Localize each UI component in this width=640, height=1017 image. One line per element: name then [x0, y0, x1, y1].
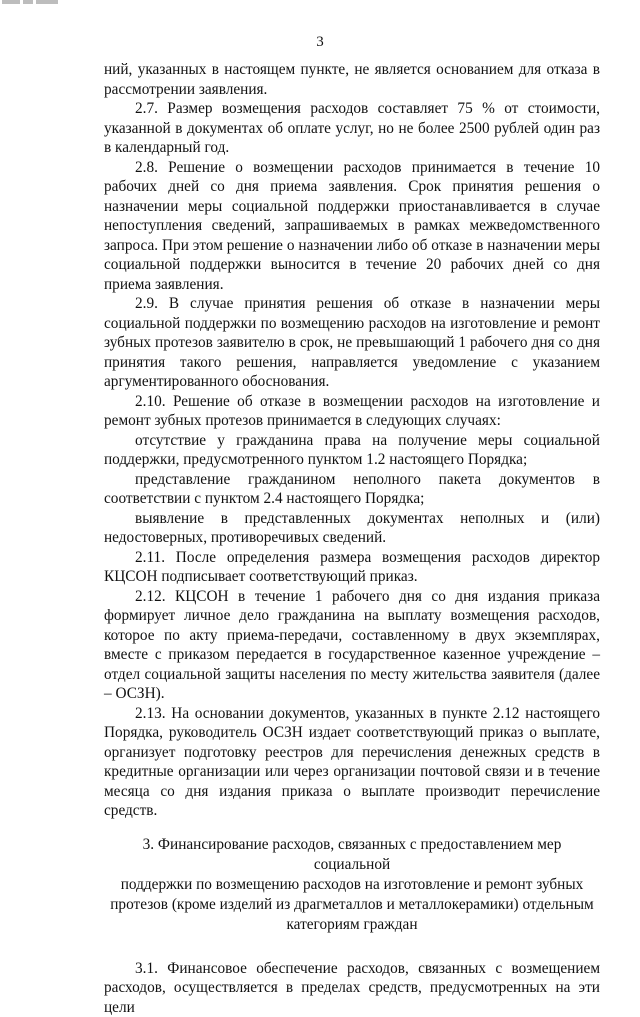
page-number: 3: [0, 33, 640, 51]
list-item-unreliable-info: выявление в представленных документах неполных и (или) недостоверных, противоречивых сведений.: [104, 509, 600, 548]
section-heading-line: 3. Финансирование расходов, связанных с предоставлением мер социальной: [104, 835, 600, 875]
paragraph-2-12: 2.12. КЦСОН в течение 1 рабочего дня со дня издания приказа формирует личное дело гражданина на выплату возмещения расходов, которое по акту приема-передачи, составленному в двух экземплярах, вместе с приказом передается в государственное казенное учреждение – отдел социальной защиты населения по месту жительства заявителя (далее – ОСЗН).: [104, 587, 600, 704]
paragraph-continuation: ний, указанных в настоящем пункте, не является основанием для отказа в рассмотрении заявления.: [104, 60, 600, 99]
section-heading-line: категориям граждан: [104, 915, 600, 935]
paragraph-2-13: 2.13. На основании документов, указанных в пункте 2.12 настоящего Порядка, руководитель ОСЗН издает соответствующий приказ о выплате, организует подготовку реестров для перечисления денежных средств в кредитные организации или через организации почтовой связи и в течение месяца со дня издания приказа о выплате производит перечисление средств.: [104, 704, 600, 821]
paragraph-3-1: 3.1. Финансовое обеспечение расходов, связанных с возмещением расходов, осуществляется в пределах средств, предусмотренных на эти цели: [104, 959, 600, 1017]
paragraph-2-9: 2.9. В случае принятия решения об отказе в назначении меры социальной поддержки по возмещению расходов на изготовление и ремонт зубных протезов заявителю в срок, не превышающий 1 рабочего дня со дня принятия такого решения, направляется уведомление с указанием аргументированного обоснования.: [104, 294, 600, 392]
paragraph-2-8: 2.8. Решение о возмещении расходов принимается в течение 10 рабочих дней со дня приема заявления. Срок принятия решения о назначении меры социальной поддержки приостанавливается в случае непоступления сведений, запрашиваемых в рамках межведомственного запроса. При этом решение о назначении либо об отказе в назначении меры социальной поддержки выносится в течение 20 рабочих дней со дня приема заявления.: [104, 158, 600, 295]
section-heading-line: протезов (кроме изделий из драгметаллов и металлокерамики) отдельным: [104, 895, 600, 915]
section-heading-line: поддержки по возмещению расходов на изготовление и ремонт зубных: [104, 875, 600, 895]
document-body: [104, 60, 600, 1017]
list-item-no-right: отсутствие у гражданина права на получение меры социальной поддержки, предусмотренного пунктом 1.2 настоящего Порядка;: [104, 431, 600, 470]
paragraph-2-7: 2.7. Размер возмещения расходов составляет 75 % от стоимости, указанной в документах об оплате услуг, но не более 2500 рублей один раз в календарный год.: [104, 99, 600, 158]
section-3-heading: [104, 835, 600, 935]
paragraph-2-11: 2.11. После определения размера возмещения расходов директор КЦСОН подписывает соответствующий приказ.: [104, 548, 600, 587]
paragraph-2-10: 2.10. Решение об отказе в возмещении расходов на изготовление и ремонт зубных протезов принимается в следующих случаях:: [104, 392, 600, 431]
list-item-incomplete-package: представление гражданином неполного пакета документов в соответствии с пунктом 2.4 настоящего Порядка;: [104, 470, 600, 509]
scan-artifact: [2, 0, 72, 5]
